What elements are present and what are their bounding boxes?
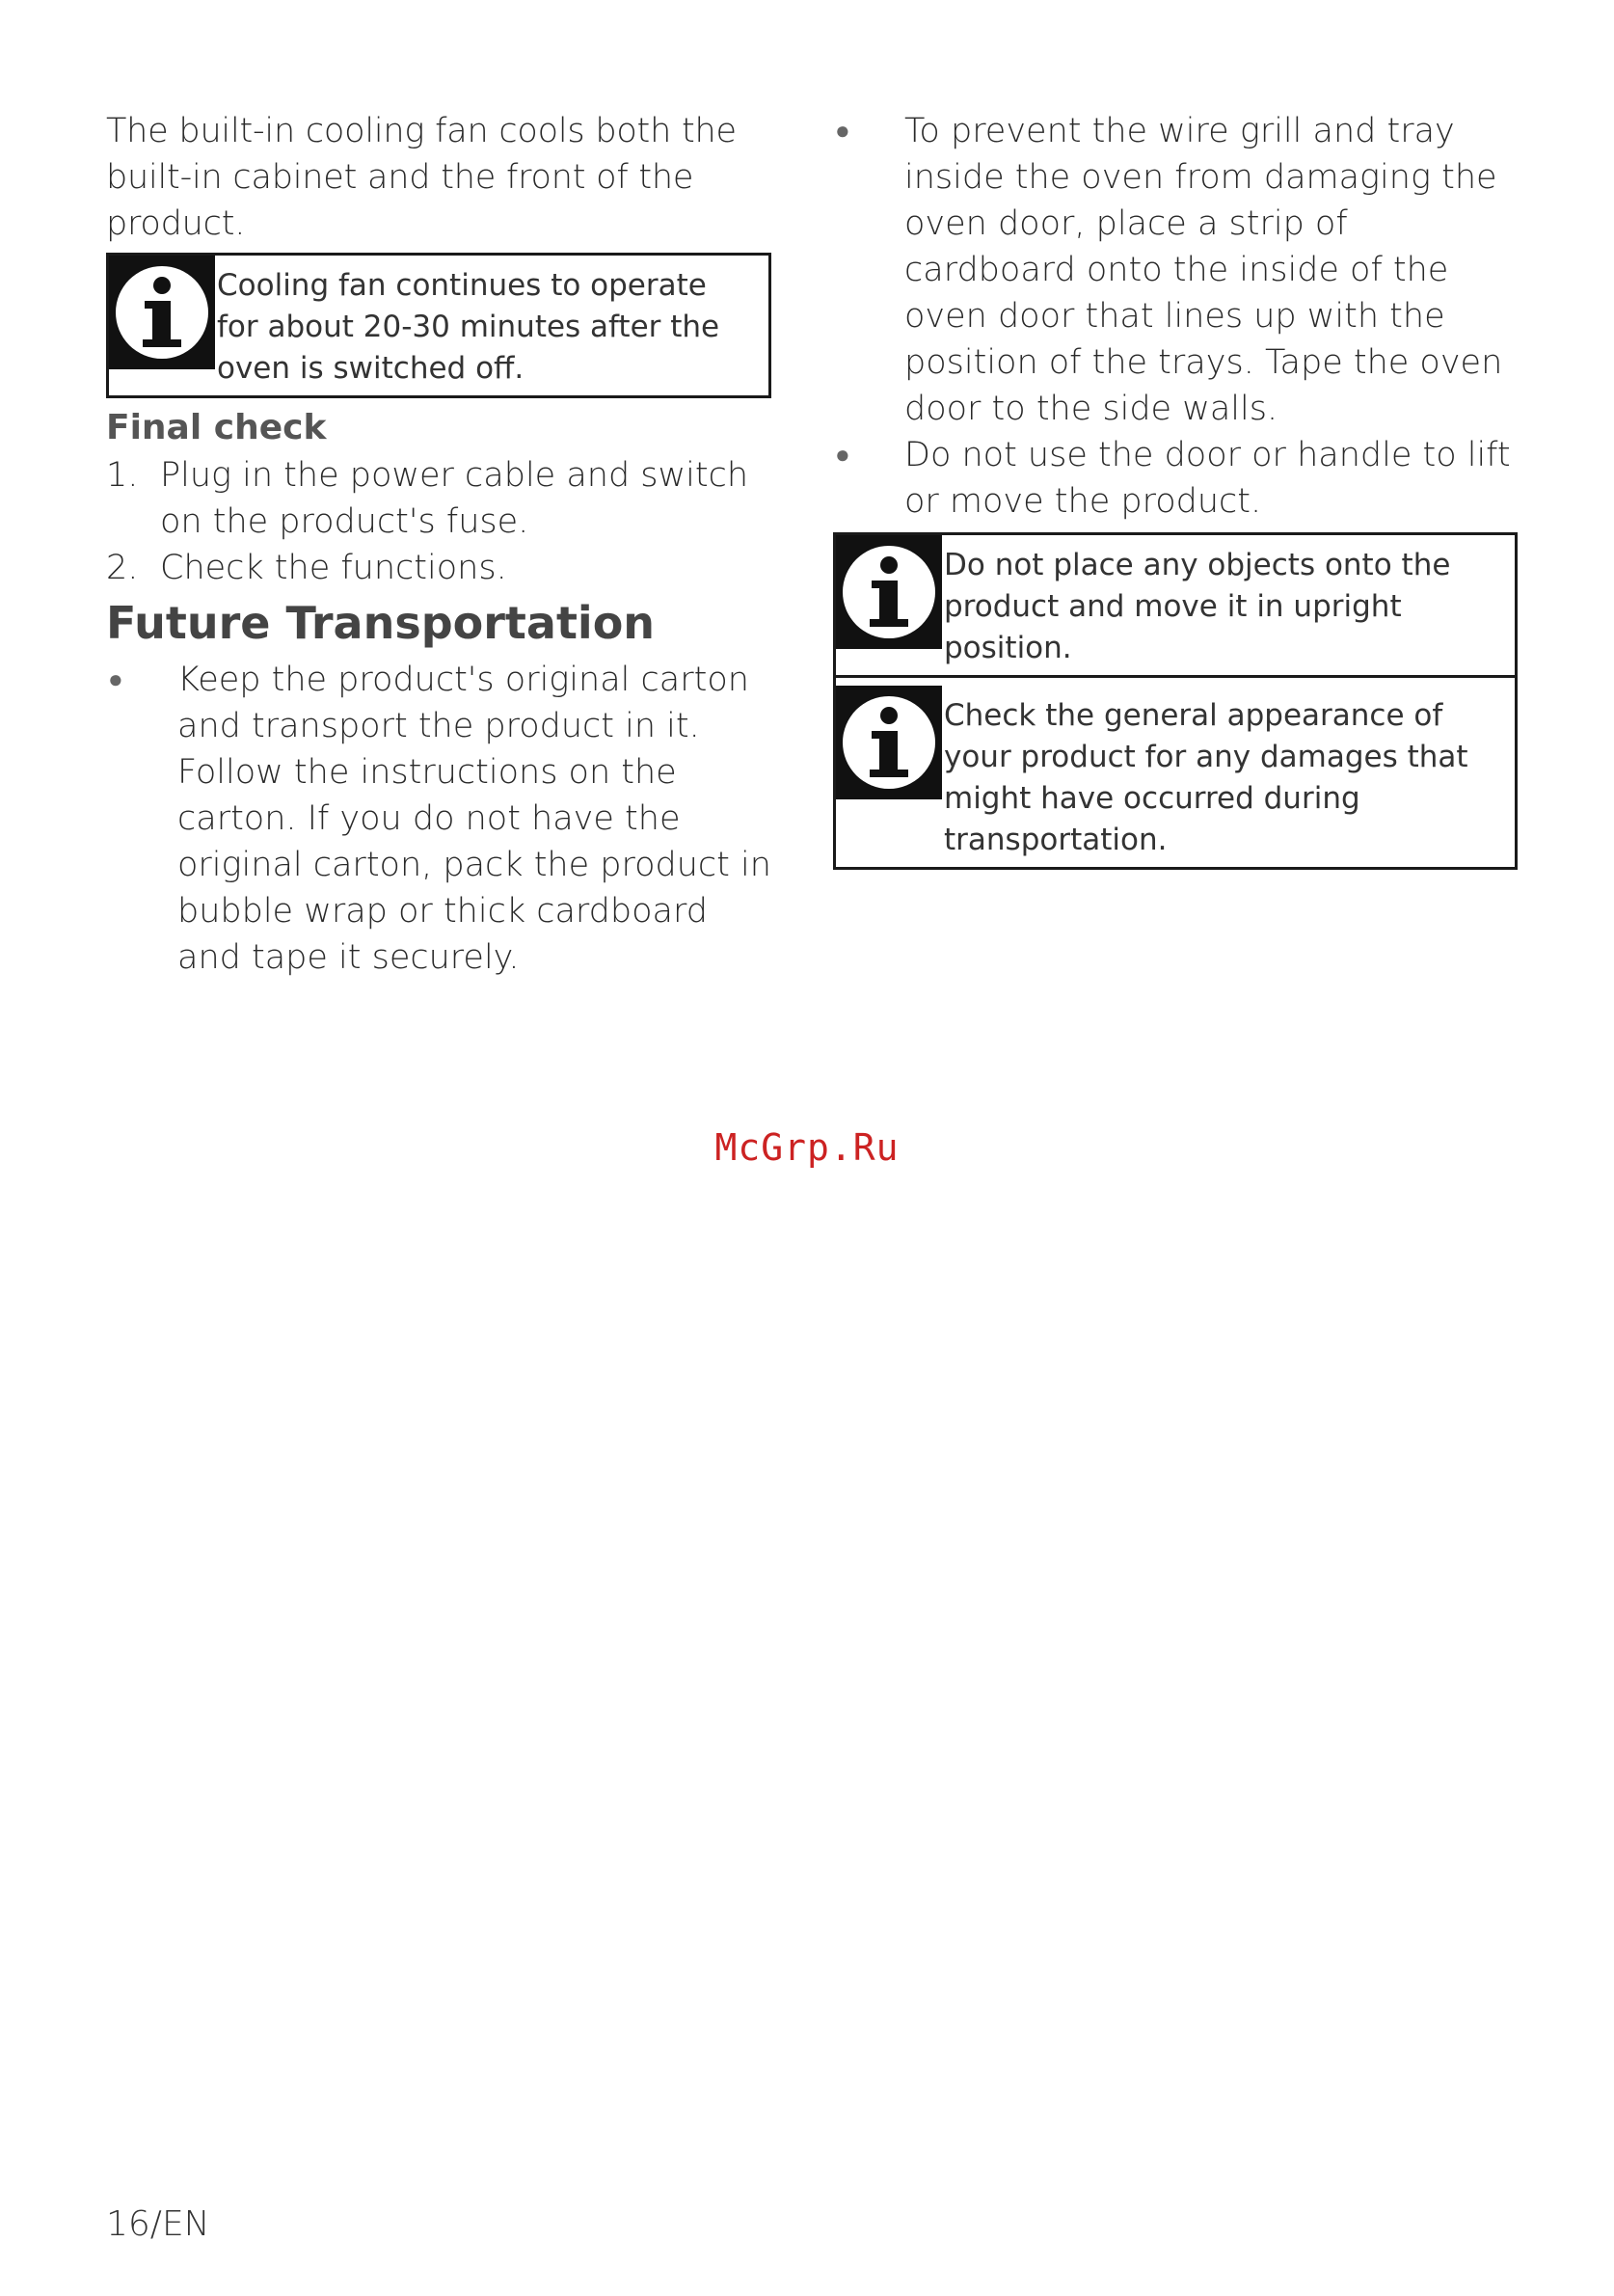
bullet-dot-icon: ● (835, 441, 850, 470)
list-item: ● Keep the product's original carton and transport the product in it. Follow the instructions on the carton. If you do not have the original carton, pack the product in bubble wrap or thick cardboard and tape it securely. (106, 657, 771, 981)
page-number: 16/EN (106, 2204, 210, 2244)
bullet-dot-icon: ● (108, 665, 123, 694)
list-item: ● Do not use the door or handle to lift or move the product. (833, 432, 1518, 525)
info-icon (836, 535, 942, 649)
info-icon (836, 686, 942, 799)
list-item: 2. Check the functions. (106, 549, 507, 587)
info-notes-group (833, 532, 1518, 870)
transport-bullets (106, 657, 771, 981)
left-column (106, 108, 771, 981)
info-note-upright (836, 535, 1515, 675)
bullet-dot-icon: ● (835, 117, 850, 146)
divider (836, 675, 1515, 678)
intro-paragraph: The built-in cooling fan cools both the built-in cabinet and the front of the product. (106, 112, 737, 243)
list-item: 1. Plug in the power cable and switch on the product's fuse. (106, 456, 749, 541)
info-note-text: Check the general appearance of your product for any damages that might have occurred during transportation. (944, 698, 1468, 857)
right-column (833, 108, 1518, 870)
final-check-heading: Final check (106, 408, 327, 447)
final-check-list (106, 452, 771, 591)
info-icon (109, 256, 215, 369)
info-note-text: Do not place any objects onto the product and move it in upright position. (944, 548, 1451, 665)
info-note-text: Cooling fan continues to operate for about 20-30 minutes after the oven is switched off. (217, 268, 720, 386)
info-note-cooling (106, 253, 771, 398)
list-item: ● To prevent the wire grill and tray inside the oven from damaging the oven door, place a strip of cardboard onto the inside of the oven door that lines up with the position of the trays. Tape the oven door to the side walls. (833, 108, 1518, 432)
right-bullets (833, 108, 1518, 525)
future-transportation-heading: Future Transportation (106, 597, 656, 649)
info-note-damage (836, 686, 1515, 867)
watermark: McGrp.Ru (714, 1126, 900, 1169)
